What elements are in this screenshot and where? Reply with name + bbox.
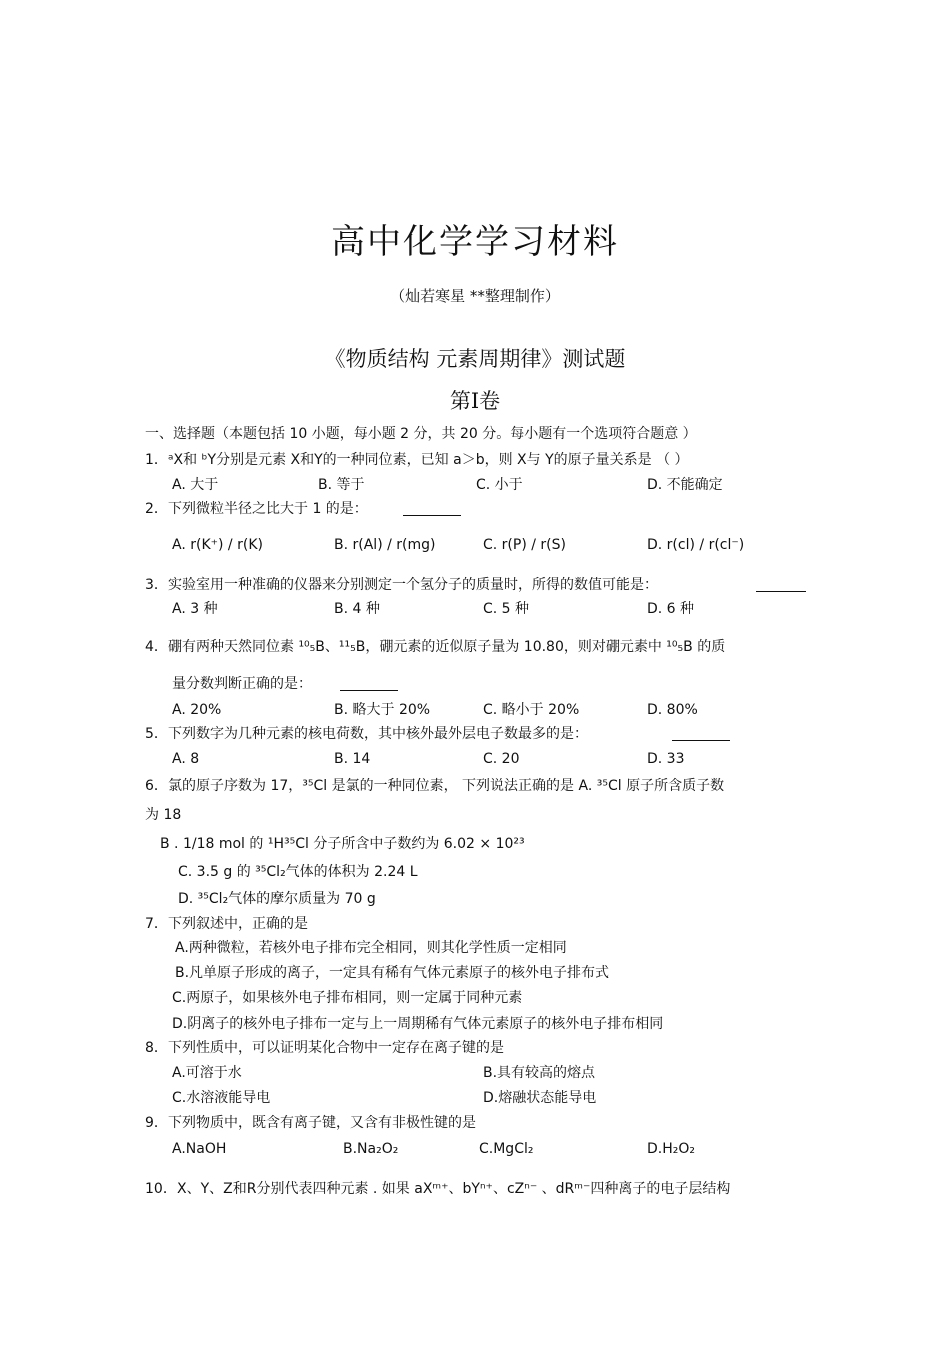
question-7-option-a: A.两种微粒，若核外电子排布完全相同，则其化学性质一定相同 [175, 940, 567, 956]
question-4-option-d: D. 80% [647, 702, 698, 718]
question-4-number: 4． [145, 639, 168, 655]
question-7-option-d: D.阴离子的核外电子排布一定与上一周期稀有气体元素原子的核外电子排布相同 [172, 1016, 664, 1032]
answer-blank [672, 726, 730, 741]
question-2-option-c: C. r(P) / r(S) [483, 537, 566, 553]
question-8-option-d: D.熔融状态能导电 [483, 1090, 597, 1106]
question-8-option-c: C.水溶液能导电 [172, 1090, 271, 1106]
question-3-option-c: C. 5 种 [483, 601, 530, 617]
question-5-text: 下列数字为几种元素的核电荷数，其中核外最外层电子数最多的是： [168, 726, 588, 742]
question-1-number: 1． [145, 452, 168, 468]
answer-blank [403, 501, 461, 516]
answer-blank [340, 676, 398, 691]
question-4-option-b: B. 略大于 20% [334, 702, 431, 718]
question-3-option-a: A. 3 种 [172, 601, 218, 617]
answer-blank [756, 577, 806, 592]
question-9-option-b: B.Na₂O₂ [343, 1141, 399, 1157]
question-6-text: 氯的原子序数为 17，³⁵Cl 是氯的一种同位素， 下列说法正确的是 A. ³⁵Cl 原子所含质子数 [168, 778, 725, 794]
question-6-option-c: C. 3.5 g 的 ³⁵Cl₂气体的体积为 2.24 L [178, 864, 418, 880]
question-8-option-b: B.具有较高的熔点 [483, 1065, 596, 1081]
question-7-text: 下列叙述中，正确的是 [168, 916, 308, 932]
question-1-text: ᵃX和 ᵇY分别是元素 X和Y的一种同位素，已知 a＞b，则 X与 Y的原子量关系是 （ ） [168, 452, 689, 468]
question-6-option-b: B . 1/18 mol 的 ¹H³⁵Cl 分子所含中子数约为 6.02 × 10²³ [160, 836, 525, 852]
question-5-option-c: C. 20 [483, 751, 520, 767]
question-4-text-continued: 量分数判断正确的是： [172, 676, 312, 692]
question-9-option-a: A.NaOH [172, 1141, 227, 1157]
question-2-text: 下列微粒半径之比大于 1 的是： [168, 501, 368, 517]
question-6-number: 6． [145, 778, 168, 794]
question-1-option-a: A. 大于 [172, 477, 219, 493]
question-7-option-c: C.两原子，如果核外电子排布相同，则一定属于同种元素 [172, 990, 523, 1006]
question-2-option-b: B. r(Al) / r(mg) [334, 537, 436, 553]
question-5-option-a: A. 8 [172, 751, 200, 767]
question-7-option-b: B.凡单原子形成的离子，一定具有稀有气体元素原子的核外电子排布式 [175, 965, 610, 981]
question-10-text: X、Y、Z和R分别代表四种元素 . 如果 aXᵐ⁺、bYⁿ⁺、cZⁿ⁻ 、dRᵐ⁻四种离子的电子层结构 [177, 1181, 731, 1197]
question-5-option-b: B. 14 [334, 751, 371, 767]
question-6-option-d: D. ³⁵Cl₂气体的摩尔质量为 70 g [178, 891, 376, 907]
question-2-number: 2． [145, 501, 168, 517]
question-1-option-d: D. 不能确定 [647, 477, 723, 493]
question-8-number: 8． [145, 1040, 168, 1056]
document-subtitle: （灿若寒星 **整理制作） [390, 287, 560, 305]
question-8-option-a: A.可溶于水 [172, 1065, 242, 1081]
question-5-option-d: D. 33 [647, 751, 685, 767]
question-3-text: 实验室用一种准确的仪器来分别测定一个氢分子的质量时，所得的数值可能是： [168, 577, 658, 593]
question-10-number: 10． [145, 1181, 177, 1197]
document-title: 高中化学学习材料 [331, 222, 619, 262]
question-2-option-d: D. r(cl) / r(cl⁻) [647, 537, 745, 553]
question-1-option-c: C. 小于 [476, 477, 523, 493]
question-3-option-b: B. 4 种 [334, 601, 380, 617]
question-9-text: 下列物质中，既含有离子键，又含有非极性键的是 [168, 1115, 476, 1131]
question-3-number: 3． [145, 577, 168, 593]
question-2-option-a: A. r(K⁺) / r(K) [172, 537, 263, 553]
question-9-option-d: D.H₂O₂ [647, 1141, 696, 1157]
question-8-text: 下列性质中，可以证明某化合物中一定存在离子键的是 [168, 1040, 504, 1056]
question-4-option-c: C. 略小于 20% [483, 702, 580, 718]
question-6-text-continued: 为 18 [145, 807, 182, 823]
section-heading: 一、选择题（本题包括 10 小题，每小题 2 分，共 20 分。每小题有一个选项符合题意 ） [145, 426, 697, 442]
question-1-option-b: B. 等于 [318, 477, 365, 493]
test-title: 《物质结构 元素周期律》测试题 [324, 347, 626, 371]
question-7-number: 7． [145, 916, 168, 932]
question-3-option-d: D. 6 种 [647, 601, 695, 617]
question-5-number: 5． [145, 726, 168, 742]
question-4-text: 硼有两种天然同位素 ¹⁰₅B、¹¹₅B，硼元素的近似原子量为 10.80，则对硼元素中 ¹⁰₅B 的质 [168, 639, 726, 655]
question-9-number: 9． [145, 1115, 168, 1131]
volume-heading: 第Ⅰ卷 [449, 389, 501, 413]
question-9-option-c: C.MgCl₂ [479, 1141, 534, 1157]
question-4-option-a: A. 20% [172, 702, 222, 718]
